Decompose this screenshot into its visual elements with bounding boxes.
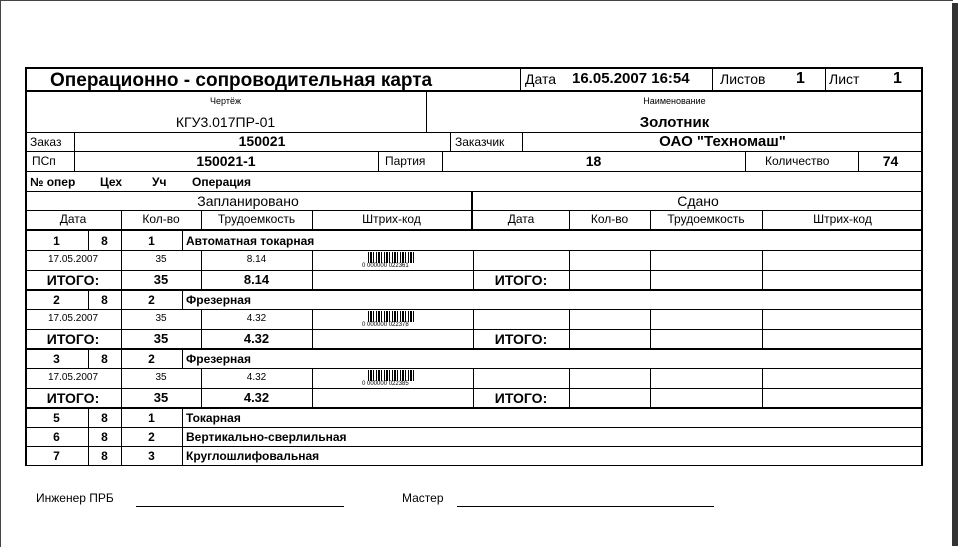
op-section: 1 — [148, 234, 155, 248]
barcode-number: 0 000000 022385 — [362, 381, 409, 387]
drawing-label: Чертёж — [210, 96, 241, 106]
engineer-signature-line — [136, 506, 344, 507]
header-delivered: Сдано — [677, 193, 719, 209]
op-name: Токарная — [186, 411, 241, 425]
op-name: Автоматная токарная — [186, 234, 315, 248]
sheets-value: 1 — [796, 70, 805, 87]
batch-label: Партия — [385, 154, 426, 168]
header-plan-labor: Трудоемкость — [217, 212, 296, 226]
date-value: 16.05.2007 16:54 — [572, 70, 690, 87]
op-shop: 8 — [101, 293, 108, 307]
barcode-number: 0 000000 022378 — [362, 322, 409, 328]
barcode-number: 0 000000 022361 — [362, 263, 409, 269]
op-section: 1 — [148, 411, 155, 425]
header-operation: Операция — [192, 175, 252, 189]
op-qty: 35 — [155, 313, 167, 324]
op-number: 3 — [53, 352, 60, 366]
op-name: Вертикально-сверлильная — [186, 430, 347, 444]
sheet-value: 1 — [893, 70, 902, 87]
drawing-value: КГУ3.017ПР-01 — [175, 114, 276, 130]
op-shop: 8 — [101, 352, 108, 366]
psp-label: ПСп — [32, 154, 56, 168]
op-name: Фрезерная — [186, 293, 251, 307]
header-plan-barcode: Штрих-код — [362, 212, 421, 226]
header-plan-qty: Кол-во — [142, 212, 180, 226]
page-shadow — [952, 3, 958, 546]
master-signature-line — [457, 506, 714, 507]
total-label: ИТОГО: — [46, 331, 100, 347]
total-label: ИТОГО: — [46, 390, 100, 406]
op-shop: 8 — [101, 411, 108, 425]
barcode-icon — [362, 311, 422, 329]
engineer-label: Инженер ПРБ — [36, 491, 114, 505]
header-op-no: № опер — [30, 175, 76, 189]
customer-label: Заказчик — [455, 135, 505, 149]
op-labor: 4.32 — [246, 372, 267, 383]
op-number: 2 — [53, 293, 60, 307]
header-done-date: Дата — [507, 212, 535, 226]
date-label: Дата — [525, 71, 557, 87]
name-value: Золотник — [639, 114, 710, 131]
op-number: 6 — [53, 430, 60, 444]
op-shop: 8 — [101, 430, 108, 444]
total-qty: 35 — [153, 390, 169, 405]
barcode-icon — [362, 252, 422, 270]
op-date: 17.05.2007 — [47, 254, 99, 265]
batch-value: 18 — [585, 153, 602, 169]
op-section: 2 — [148, 293, 155, 307]
header-planned: Запланировано — [197, 193, 299, 209]
op-section: 2 — [148, 352, 155, 366]
op-number: 7 — [53, 449, 60, 463]
customer-value: ОАО "Техномаш" — [659, 133, 786, 150]
op-section: 3 — [148, 449, 155, 463]
total-label-delivered: ИТОГО: — [494, 331, 548, 347]
header-shop: Цех — [100, 175, 123, 189]
total-label: ИТОГО: — [46, 272, 100, 288]
header-done-qty: Кол-во — [590, 212, 629, 226]
header-section: Уч — [152, 175, 167, 189]
op-date: 17.05.2007 — [47, 313, 99, 324]
psp-value: 150021-1 — [196, 153, 256, 169]
op-date: 17.05.2007 — [47, 372, 99, 383]
header-done-barcode: Штрих-код — [813, 212, 872, 226]
barcode-icon — [362, 370, 422, 388]
quantity-label: Количество — [765, 154, 830, 168]
op-labor: 4.32 — [246, 313, 267, 324]
order-value: 150021 — [238, 133, 286, 149]
header-done-labor: Трудоемкость — [667, 212, 745, 226]
total-labor: 4.32 — [243, 390, 270, 405]
total-label-delivered: ИТОГО: — [494, 272, 548, 288]
name-label: Наименование — [643, 96, 706, 106]
op-shop: 8 — [101, 234, 108, 248]
quantity-value: 74 — [882, 153, 899, 169]
op-name: Фрезерная — [186, 352, 251, 366]
op-qty: 35 — [155, 254, 167, 265]
op-labor: 8.14 — [246, 254, 267, 265]
op-number: 1 — [53, 234, 60, 248]
op-number: 5 — [53, 411, 60, 425]
total-qty: 35 — [153, 272, 169, 287]
op-qty: 35 — [155, 372, 167, 383]
sheets-label: Листов — [720, 71, 766, 87]
order-label: Заказ — [30, 135, 62, 149]
total-label-delivered: ИТОГО: — [494, 390, 548, 406]
sheet-label: Лист — [829, 71, 860, 87]
op-section: 2 — [148, 430, 155, 444]
header-plan-date: Дата — [59, 212, 87, 226]
op-shop: 8 — [101, 449, 108, 463]
op-name: Круглошлифовальная — [186, 449, 320, 463]
total-labor: 8.14 — [243, 272, 270, 287]
card-title: Операционно - сопроводительная карта — [50, 70, 433, 91]
master-label: Мастер — [402, 491, 444, 505]
total-qty: 35 — [153, 331, 169, 346]
total-labor: 4.32 — [243, 331, 270, 346]
